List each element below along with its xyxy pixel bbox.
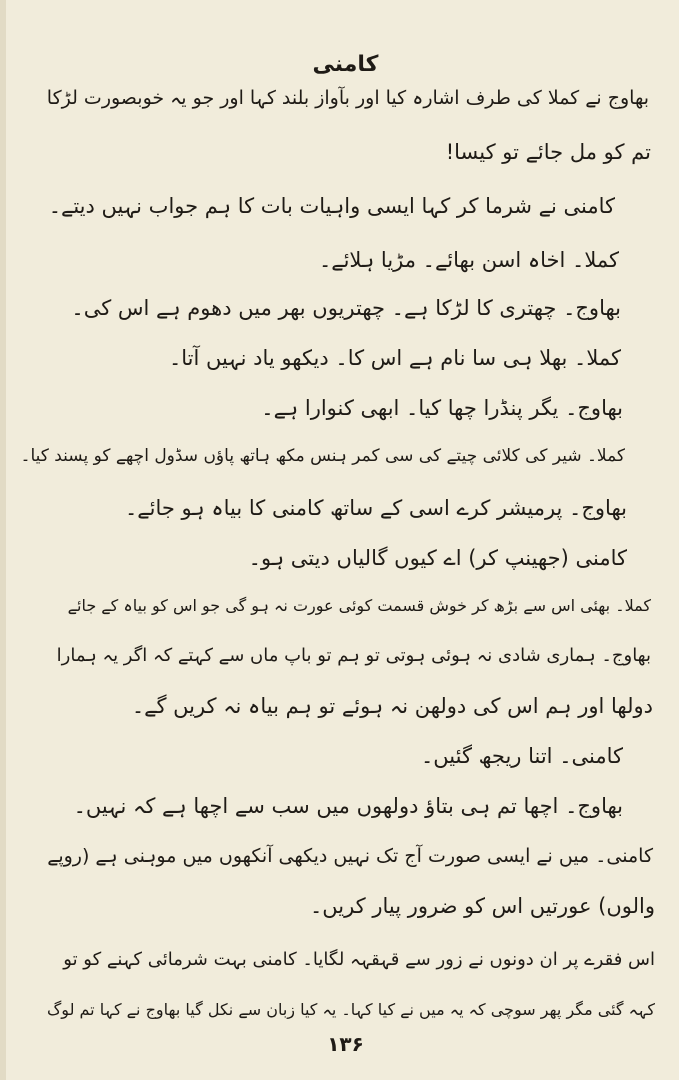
text-line: کامنی (جھینپ کر) اے کیوں گالیاں دیتی ہو۔ bbox=[248, 546, 627, 570]
text-line: اس فقرے پر ان دونوں نے زور سے قہقہہ لگایا۔ کامنی بہت شرمائی کہنے کو تو bbox=[63, 949, 655, 970]
text-line: کامنی نے شرما کر کہا ایسی واہیات بات کا ہم جواب نہیں دیتے۔ bbox=[48, 194, 615, 218]
text-line: کملا۔ بھئی اس سے بڑھ کر خوش قسمت کوئی عورت نہ ہو گی جو اس کو بیاہ کے جائے bbox=[67, 596, 651, 615]
text-line: بھاوج۔ پرمیشر کرے اسی کے ساتھ کامنی کا بیاہ ہو جائے۔ bbox=[124, 496, 627, 520]
running-head: کامنی bbox=[312, 52, 379, 77]
text-line: کامنی۔ میں نے ایسی صورت آج تک نہیں دیکھی آنکھوں میں موہنی ہے (روپے bbox=[47, 845, 653, 867]
text-line: کملا۔ شیر کی کلائی چیتے کی سی کمر ہنس مکھ ہاتھ پاؤں سڈول اچھے کو پسند کیا۔ bbox=[20, 446, 625, 466]
text-line: بھاوج۔ یگر پنڈرا چھا کیا۔ ابھی کنوارا ہے۔ bbox=[261, 396, 623, 420]
text-line: کملا۔ اخاہ اسن بھائے۔ مڑیا ہلائے۔ bbox=[318, 248, 619, 272]
text-line: بھاوج۔ اچھا تم ہی بتاؤ دولھوں میں سب سے اچھا ہے کہ نہیں۔ bbox=[73, 794, 623, 818]
text-line: بھاوج۔ چھتری کا لڑکا ہے۔ چھتریوں بھر میں دھوم ہے اس کی۔ bbox=[71, 296, 621, 320]
text-line: کہہ گئی مگر پھر سوچی کہ یہ میں نے کیا کہا۔ یہ کیا زبان سے نکل گیا بھاوج نے کہا تم لوگ bbox=[46, 1000, 655, 1019]
text-line: دولھا اور ہم اس کی دولھن نہ ہوئے تو ہم بیاہ نہ کریں گے۔ bbox=[131, 694, 653, 718]
text-line: کامنی۔ اتنا ریجھ گئیں۔ bbox=[420, 744, 623, 768]
text-line: کملا۔ بھلا ہی سا نام ہے اس کا۔ دیکھو یاد نہیں آتا۔ bbox=[168, 346, 621, 370]
text-line: بھاوج۔ ہماری شادی نہ ہوئی ہوتی تو ہم تو باپ ماں سے کہتے کہ اگر یہ ہمارا bbox=[56, 645, 651, 666]
text-line: والوں) عورتیں اس کو ضرور پیار کریں۔ bbox=[309, 894, 655, 918]
page-number: ۱۳۶ bbox=[327, 1032, 364, 1056]
text-line: تم کو مل جائے تو کیسا! bbox=[445, 140, 651, 164]
text-line: بھاوج نے کملا کی طرف اشارہ کیا اور بآواز بلند کہا اور جو یہ خوبصورت لڑکا bbox=[46, 87, 649, 109]
